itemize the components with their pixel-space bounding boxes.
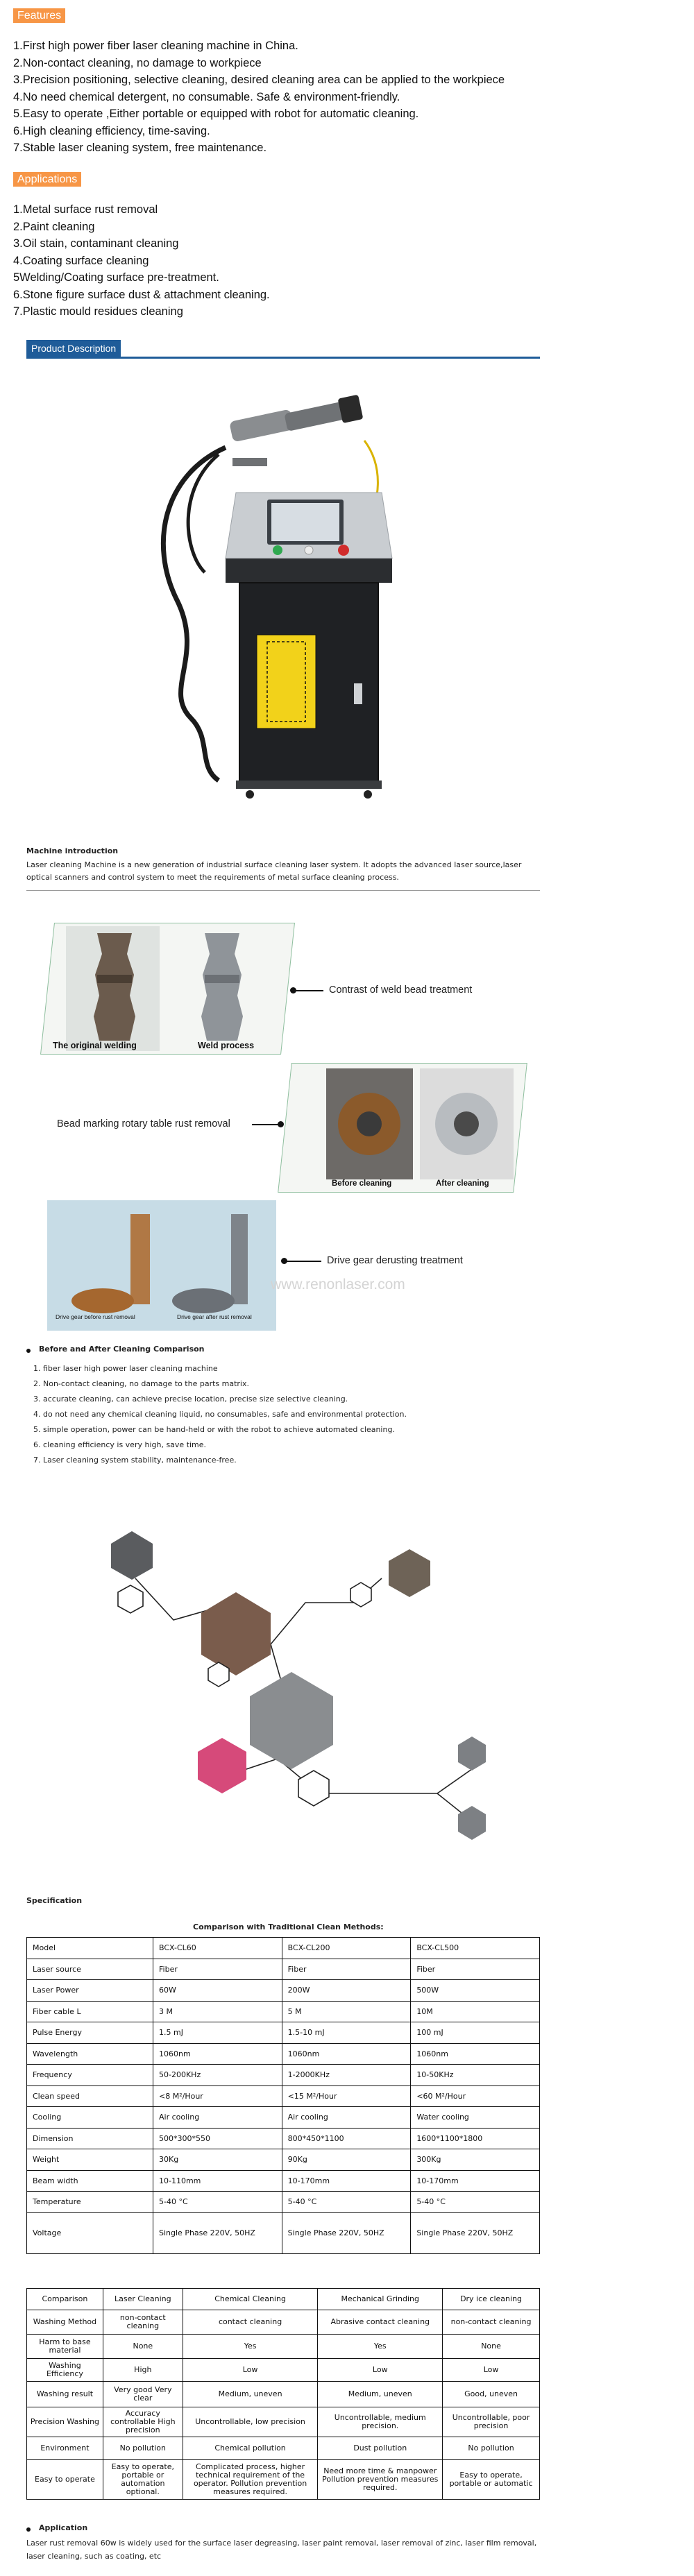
laser-cleaning-machine-image [135, 392, 413, 829]
spec-label-cell: Laser source [27, 1959, 153, 1980]
comparison-value-cell: None [103, 2335, 183, 2359]
spec-value-cell: 5-40 °C [282, 2192, 411, 2213]
comparison-value-cell: Dust pollution [318, 2437, 443, 2460]
spec-row [27, 2043, 540, 2065]
comparison-label-cell: Easy to operate [27, 2460, 103, 2500]
spec-value-cell: Fiber [282, 1959, 411, 1980]
divider [26, 890, 540, 891]
application-item: 2.Paint cleaning [13, 220, 95, 233]
spec-value-cell: Single Phase 220V, 50HZ [153, 2212, 282, 2253]
spec-value-cell: Fiber [411, 1959, 540, 1980]
before-after-list [33, 1361, 407, 1468]
spec-label-cell: Clean speed [27, 2085, 153, 2107]
comparison-value-cell: non-contact cleaning [103, 2310, 183, 2335]
comparison-value-cell: No pollution [103, 2437, 183, 2460]
feature-item: 3.Precision positioning, selective cleaning, desired cleaning area can be applied to the workpiece [13, 74, 505, 86]
spec-value-cell: 1060nm [153, 2043, 282, 2065]
comparison-header-cell: Chemical Cleaning [183, 2289, 318, 2310]
comparison-value-cell: Easy to operate, portable or automation optional. [103, 2460, 183, 2500]
comparison-value-cell: Yes [183, 2335, 318, 2359]
application-item: 1.Metal surface rust removal [13, 203, 158, 216]
spec-row [27, 2212, 540, 2253]
gear-caption: Drive gear derusting treatment [327, 1255, 463, 1266]
application-text: Laser rust removal 60w is widely used for the surface laser degreasing, laser paint removal, laser removal of zinc, laser film removal, laser cleaning, such as coating, etc [26, 2539, 537, 2561]
features-list [13, 37, 505, 157]
before-after-item: 4. do not need any chemical cleaning liquid, no consumables, safe and environmental protection. [33, 1410, 407, 1419]
specification-table [26, 1937, 540, 2254]
spec-label-cell: Temperature [27, 2192, 153, 2213]
gear-photo [47, 1200, 276, 1331]
spec-row [27, 1938, 540, 1959]
comparison-value-cell: Need more time & manpower Pollution prevention measures required. [318, 2460, 443, 2500]
spec-label-cell: Wavelength [27, 2043, 153, 2065]
comparison-value-cell: Very good Very clear [103, 2382, 183, 2407]
comparison-header-cell: Mechanical Grinding [318, 2289, 443, 2310]
before-after-item: 2. Non-contact cleaning, no damage to the parts matrix. [33, 1379, 249, 1388]
feature-item: 4.No need chemical detergent, no consumable. Safe & environment-friendly. [13, 90, 400, 103]
comparison-row [27, 2437, 540, 2460]
specification-table-title: Comparison with Traditional Clean Methods: [193, 1922, 384, 1931]
features-heading: Features [13, 8, 65, 23]
spec-row [27, 2128, 540, 2149]
spec-value-cell: 10-110mm [153, 2170, 282, 2192]
spec-label-cell: Weight [27, 2149, 153, 2171]
weld-left-label: The original welding [53, 1041, 137, 1050]
spec-value-cell: 1060nm [282, 2043, 411, 2065]
spec-value-cell: 100 mJ [411, 2022, 540, 2044]
comparison-value-cell: Uncontrollable, low precision [183, 2407, 318, 2437]
spec-value-cell: 500*300*550 [153, 2128, 282, 2149]
machine-intro-title: Machine introduction [26, 846, 119, 855]
comparison-value-cell: Accuracy controllable High precision [103, 2407, 183, 2437]
feature-item: 7.Stable laser cleaning system, free maintenance. [13, 142, 267, 154]
comparison-value-cell: Medium, uneven [318, 2382, 443, 2407]
connector-line [252, 1124, 280, 1125]
spec-value-cell: <8 M²/Hour [153, 2085, 282, 2107]
watermark: www.renonlaser.com [271, 1277, 405, 1293]
spec-value-cell: 50-200KHz [153, 2065, 282, 2086]
spec-value-cell: Air cooling [282, 2107, 411, 2129]
application-title: Application [39, 2523, 88, 2532]
application-item: 4.Coating surface cleaning [13, 254, 149, 267]
spec-value-cell: Single Phase 220V, 50HZ [411, 2212, 540, 2253]
spec-value-cell: BCX-CL500 [411, 1938, 540, 1959]
connector-line [296, 990, 323, 991]
rotary-caption: Bead marking rotary table rust removal [57, 1118, 230, 1129]
machine-intro-text: Laser cleaning Machine is a new generation of industrial surface cleaning laser system. It adopts the advanced laser source,laser optical scanners and control system to meet the requirements of metal surface cleaning process. [26, 860, 522, 882]
spec-label-cell: Fiber cable L [27, 2001, 153, 2022]
comparison-header-row [27, 2289, 540, 2310]
rotary-photo [326, 1068, 514, 1179]
spec-value-cell: 90Kg [282, 2149, 411, 2171]
comparison-row [27, 2382, 540, 2407]
bullet-dot [26, 2527, 31, 2532]
connector-line [287, 1261, 321, 1262]
feature-item: 1.First high power fiber laser cleaning machine in China. [13, 40, 298, 52]
spec-row [27, 2085, 540, 2107]
comparison-value-cell: Uncontrollable, medium precision. [318, 2407, 443, 2437]
spec-label-cell: Beam width [27, 2170, 153, 2192]
gear-right-label: Drive gear after rust removal [177, 1313, 252, 1320]
spec-value-cell: 500W [411, 1980, 540, 2002]
comparison-label-cell: Environment [27, 2437, 103, 2460]
spec-label-cell: Dimension [27, 2128, 153, 2149]
spec-value-cell: 1-2000KHz [282, 2065, 411, 2086]
feature-item: 6.High cleaning efficiency, time-saving. [13, 124, 210, 137]
before-after-item: 1. fiber laser high power laser cleaning machine [33, 1364, 218, 1373]
comparison-value-cell: Yes [318, 2335, 443, 2359]
comparison-value-cell: Abrasive contact cleaning [318, 2310, 443, 2335]
gear-left-label: Drive gear before rust removal [56, 1313, 135, 1320]
application-item: 3.Oil stain, contaminant cleaning [13, 237, 179, 250]
rotary-left-label: Before cleaning [332, 1179, 392, 1188]
spec-value-cell: Water cooling [411, 2107, 540, 2129]
spec-row [27, 2192, 540, 2213]
application-item: 6.Stone figure surface dust & attachment cleaning. [13, 288, 270, 301]
comparison-row [27, 2335, 540, 2359]
comparison-value-cell: Chemical pollution [183, 2437, 318, 2460]
spec-value-cell: Single Phase 220V, 50HZ [282, 2212, 411, 2253]
comparison-value-cell: Low [318, 2359, 443, 2382]
spec-value-cell: BCX-CL60 [153, 1938, 282, 1959]
before-after-item: 3. accurate cleaning, can achieve precise location, precise size selective cleaning. [33, 1394, 348, 1404]
spec-value-cell: 5-40 °C [411, 2192, 540, 2213]
spec-value-cell: 1060nm [411, 2043, 540, 2065]
spec-value-cell: 1.5-10 mJ [282, 2022, 411, 2044]
spec-row [27, 2022, 540, 2044]
comparison-value-cell: Easy to operate, portable or automatic [443, 2460, 540, 2500]
before-after-item: 6. cleaning efficiency is very high, save time. [33, 1440, 207, 1449]
comparison-value-cell: High [103, 2359, 183, 2382]
feature-item: 5.Easy to operate ,Either portable or equipped with robot for automatic cleaning. [13, 108, 419, 120]
spec-value-cell: 30Kg [153, 2149, 282, 2171]
comparison-row [27, 2407, 540, 2437]
spec-row [27, 2107, 540, 2129]
before-after-item: 5. simple operation, power can be hand-held or with the robot to achieve automated cleaning. [33, 1425, 395, 1434]
spec-value-cell: 10-170mm [411, 2170, 540, 2192]
spec-value-cell: 1600*1100*1800 [411, 2128, 540, 2149]
comparison-value-cell: Complicated process, higher technical requirement of the operator. Pollution prevention measures required. [183, 2460, 318, 2500]
spec-value-cell: <15 M²/Hour [282, 2085, 411, 2107]
comparison-label-cell: Precision Washing [27, 2407, 103, 2437]
specification-heading: Specification [26, 1896, 83, 1905]
spec-value-cell: BCX-CL200 [282, 1938, 411, 1959]
comparison-row [27, 2359, 540, 2382]
spec-value-cell: <60 M²/Hour [411, 2085, 540, 2107]
spec-value-cell: 5-40 °C [153, 2192, 282, 2213]
applications-heading: Applications [13, 172, 81, 187]
spec-label-cell: Voltage [27, 2212, 153, 2253]
comparison-value-cell: Low [443, 2359, 540, 2382]
application-item: 5Welding/Coating surface pre-treatment. [13, 271, 219, 284]
spec-row [27, 2149, 540, 2171]
comparison-label-cell: Washing Efficiency [27, 2359, 103, 2382]
comparison-row [27, 2310, 540, 2335]
comparison-label-cell: Harm to base material [27, 2335, 103, 2359]
comparison-value-cell: Uncontrollable, poor precision [443, 2407, 540, 2437]
product-description-bar [26, 340, 540, 359]
rotary-right-label: After cleaning [436, 1179, 489, 1188]
spec-label-cell: Pulse Energy [27, 2022, 153, 2044]
comparison-value-cell: Good, uneven [443, 2382, 540, 2407]
spec-row [27, 2001, 540, 2022]
comparison-value-cell: non-contact cleaning [443, 2310, 540, 2335]
product-description-label: Product Description [26, 340, 121, 357]
spec-value-cell: 3 M [153, 2001, 282, 2022]
spec-value-cell: 800*450*1100 [282, 2128, 411, 2149]
weld-caption: Contrast of weld bead treatment [329, 984, 473, 996]
comparison-label-cell: Washing Method [27, 2310, 103, 2335]
comparison-table [26, 2288, 540, 2500]
spec-value-cell: 300Kg [411, 2149, 540, 2171]
comparison-header-cell: Dry ice cleaning [443, 2289, 540, 2310]
spec-value-cell: 10-170mm [282, 2170, 411, 2192]
comparison-value-cell: Low [183, 2359, 318, 2382]
feature-item: 2.Non-contact cleaning, no damage to workpiece [13, 56, 262, 69]
weld-right-label: Weld process [198, 1041, 255, 1050]
before-after-item: 7. Laser cleaning system stability, maintenance-free. [33, 1456, 237, 1465]
spec-row [27, 2065, 540, 2086]
comparison-label-cell: Washing result [27, 2382, 103, 2407]
spec-value-cell: 5 M [282, 2001, 411, 2022]
spec-value-cell: 200W [282, 1980, 411, 2002]
spec-label-cell: Model [27, 1938, 153, 1959]
spec-value-cell: Air cooling [153, 2107, 282, 2129]
comparison-header-cell: Laser Cleaning [103, 2289, 183, 2310]
spec-value-cell: 1.5 mJ [153, 2022, 282, 2044]
weld-photo [66, 926, 274, 1051]
comparison-row [27, 2460, 540, 2500]
spec-value-cell: 10M [411, 2001, 540, 2022]
spec-value-cell: 60W [153, 1980, 282, 2002]
comparison-value-cell: None [443, 2335, 540, 2359]
comparison-header-cell: Comparison [27, 2289, 103, 2310]
spec-row [27, 1980, 540, 2002]
bullet-dot [26, 1349, 31, 1353]
bullet-dot [278, 1121, 284, 1127]
spec-label-cell: Frequency [27, 2065, 153, 2086]
spec-row [27, 2170, 540, 2192]
application-item: 7.Plastic mould residues cleaning [13, 305, 183, 318]
before-after-title: Before and After Cleaning Comparison [39, 1345, 205, 1354]
spec-label-cell: Laser Power [27, 1980, 153, 2002]
spec-label-cell: Cooling [27, 2107, 153, 2129]
applications-list [13, 201, 270, 321]
spec-value-cell: 10-50KHz [411, 2065, 540, 2086]
spec-value-cell: Fiber [153, 1959, 282, 1980]
spec-row [27, 1959, 540, 1980]
comparison-value-cell: contact cleaning [183, 2310, 318, 2335]
comparison-value-cell: No pollution [443, 2437, 540, 2460]
comparison-value-cell: Medium, uneven [183, 2382, 318, 2407]
hexagon-network-graphic [69, 1523, 514, 1859]
